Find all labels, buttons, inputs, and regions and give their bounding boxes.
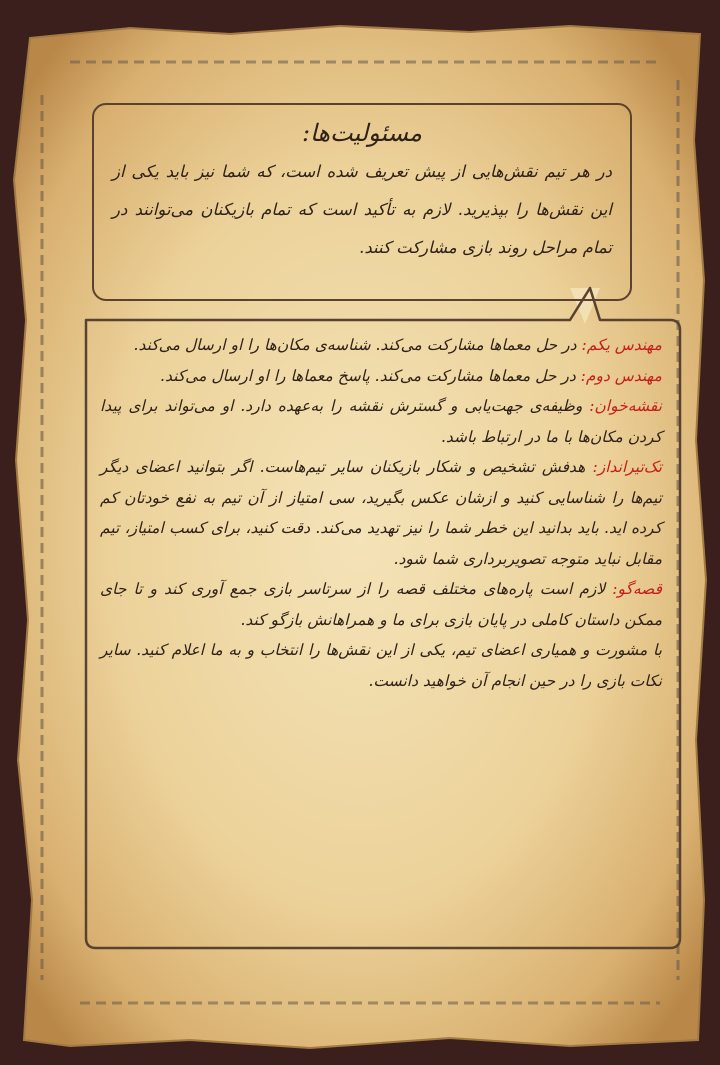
role-engineer-one <box>100 330 662 361</box>
closing-paragraph: با مشورت و همیاری اعضای تیم، یکی از این نقش‌ها را انتخاب و به ما اعلام کنید. سایر نکات بازی را در حین انجام آن خواهید دانست. <box>100 641 662 690</box>
roles-box <box>86 322 678 944</box>
role-description: هدفش تشخیص و شکار بازیکنان سایر تیم‌هاست. اگر بتوانید اعضای دیگر تیم‌ها را شناسایی کنید و از‌شان عکس بگیرید، سی امتیاز از آن تیم به نفع خودتان کم کرده اید. باید بدانید این خطر شما را نیز تهدید می‌کند. دقت کنید، برای کسب امتیاز، تیم مقابل نباید متوجه تصویربرداری شما شود. <box>100 458 662 568</box>
role-title: مهندس دوم: <box>580 366 662 385</box>
page-title: مسئولیت‌ها: <box>301 119 423 147</box>
intro-paragraph: در هر تیم نقش‌هایی از پیش تعریف شده است، که شما نیز باید یکی از این نقش‌ها را بپذیرید. لازم به تأکید است که تمام بازیکنان می‌توانند در تمام مراحل روند بازی مشارکت کنند. <box>112 162 612 257</box>
role-title: تک‌تیرانداز: <box>592 458 662 476</box>
role-sniper <box>100 452 662 574</box>
role-engineer-two <box>100 361 662 392</box>
role-description: در حل معماها مشارکت می‌کند. شناسه‌ی مکان‌ها را او ارسال می‌کند. <box>133 336 582 354</box>
role-description: در حل معماها مشارکت می‌کند. پاسخ معماها را او ارسال می‌کند. <box>160 366 581 385</box>
role-description: وظیفه‌ی جهت‌یابی و گسترش نقشه را به‌عهده دارد. او می‌تواند برای پیدا کردن مکان‌ها با ما در ارتباط باشد. <box>100 397 662 446</box>
role-title: نقشه‌خوان: <box>589 397 662 415</box>
role-storyteller <box>100 574 662 635</box>
role-title: مهندس یکم: <box>581 336 662 354</box>
role-title: قصه‌گو: <box>612 580 662 598</box>
responsibilities-intro-box <box>92 103 632 301</box>
role-map-reader <box>100 391 662 452</box>
role-description: لازم است پاره‌های مختلف قصه را از سرتاسر بازی جمع آوری کند و تا جای ممکن داستان کاملی در پایان بازی برای ما و همراهانش بازگو کند. <box>100 580 662 629</box>
